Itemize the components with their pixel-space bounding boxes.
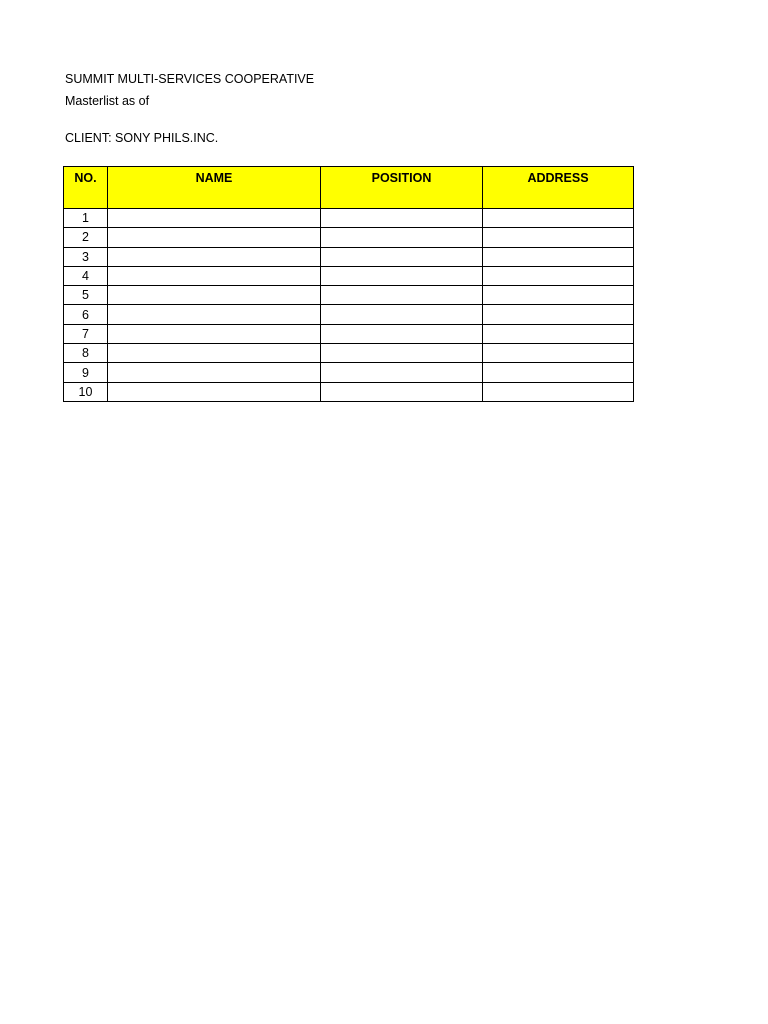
address-cell[interactable] — [483, 247, 634, 266]
address-cell[interactable] — [483, 266, 634, 285]
organization-title: SUMMIT MULTI-SERVICES COOPERATIVE — [65, 72, 315, 86]
table-row — [64, 266, 634, 285]
row-number: 4 — [64, 266, 108, 285]
position-cell[interactable] — [321, 305, 483, 324]
column-header-name: NAME — [108, 167, 321, 209]
address-cell[interactable] — [483, 344, 634, 363]
row-number: 7 — [64, 324, 108, 343]
address-cell[interactable] — [483, 324, 634, 343]
position-cell[interactable] — [321, 209, 483, 228]
column-header-address: ADDRESS — [483, 167, 634, 209]
name-cell[interactable] — [108, 286, 321, 305]
position-cell[interactable] — [321, 382, 483, 401]
table-row — [64, 209, 634, 228]
address-cell[interactable] — [483, 305, 634, 324]
address-cell[interactable] — [483, 228, 634, 247]
position-cell[interactable] — [321, 228, 483, 247]
row-number: 10 — [64, 382, 108, 401]
position-cell[interactable] — [321, 266, 483, 285]
table-row — [64, 247, 634, 266]
position-cell[interactable] — [321, 247, 483, 266]
column-header-no: NO. — [64, 167, 108, 209]
table-row — [64, 324, 634, 343]
row-number: 5 — [64, 286, 108, 305]
name-cell[interactable] — [108, 266, 321, 285]
row-number: 1 — [64, 209, 108, 228]
table-row — [64, 305, 634, 324]
row-number: 9 — [64, 363, 108, 382]
row-number: 6 — [64, 305, 108, 324]
position-cell[interactable] — [321, 286, 483, 305]
table-header-row — [64, 167, 634, 209]
position-cell[interactable] — [321, 363, 483, 382]
table-row — [64, 363, 634, 382]
address-cell[interactable] — [483, 209, 634, 228]
table-row — [64, 286, 634, 305]
masterlist-label: Masterlist as of — [65, 94, 150, 108]
name-cell[interactable] — [108, 363, 321, 382]
name-cell[interactable] — [108, 305, 321, 324]
name-cell[interactable] — [108, 228, 321, 247]
name-cell[interactable] — [108, 382, 321, 401]
position-cell[interactable] — [321, 324, 483, 343]
row-number: 2 — [64, 228, 108, 247]
name-cell[interactable] — [108, 344, 321, 363]
masterlist-table — [63, 166, 634, 402]
table-row — [64, 344, 634, 363]
column-header-position: POSITION — [321, 167, 483, 209]
name-cell[interactable] — [108, 247, 321, 266]
table-row — [64, 382, 634, 401]
address-cell[interactable] — [483, 382, 634, 401]
table-row — [64, 228, 634, 247]
name-cell[interactable] — [108, 209, 321, 228]
address-cell[interactable] — [483, 286, 634, 305]
name-cell[interactable] — [108, 324, 321, 343]
row-number: 8 — [64, 344, 108, 363]
position-cell[interactable] — [321, 344, 483, 363]
address-cell[interactable] — [483, 363, 634, 382]
row-number: 3 — [64, 247, 108, 266]
client-label: CLIENT: SONY PHILS.INC. — [65, 131, 219, 145]
